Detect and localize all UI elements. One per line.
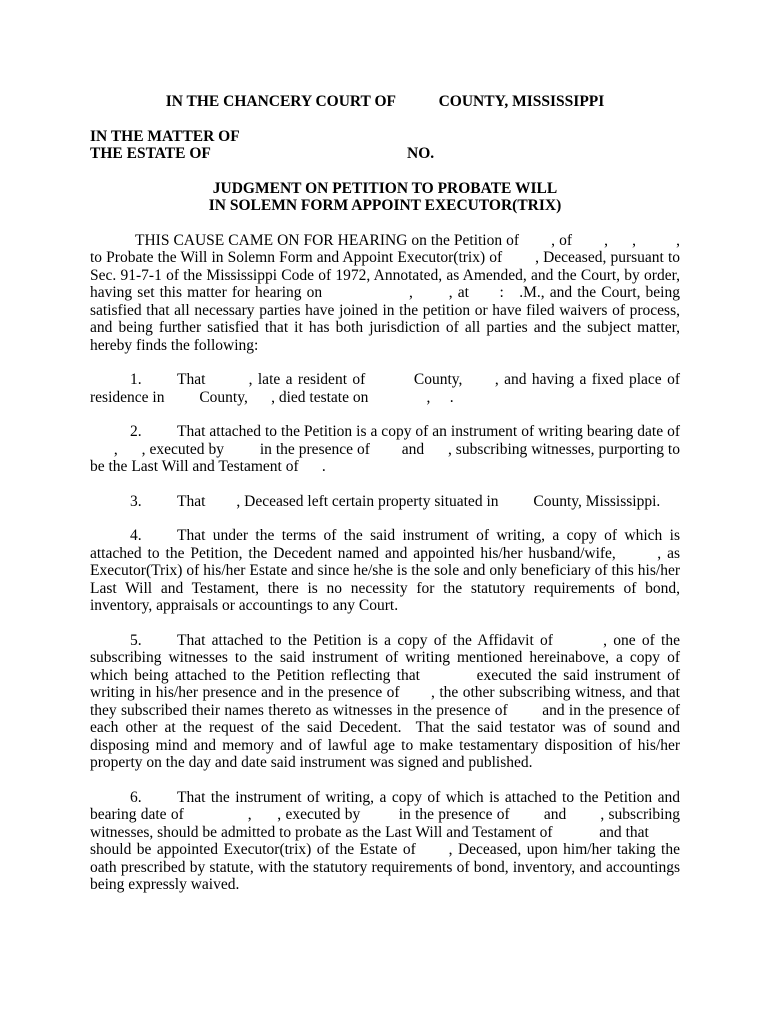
finding-number: 2. bbox=[130, 423, 142, 440]
finding-text: That attached to the Petition is a copy of the Affidavit of , one of the subscribing witnesses to the said instrument of writing mentioned hereinabove, a copy of which being attached to the Petition reflecting that executed the said instrument of writing in his/her presence and in the presence of , the other subscribing witness, and that they subscribed their names thereto as witnesses in the presence of and in the presence of each other at the request of the said Decedent. That the said testator was of sound and disposing mind and memory and of lawful age to make testamentary disposition of his/her property on the day and date said instrument was signed and published. bbox=[90, 631, 680, 771]
finding-number: 3. bbox=[130, 492, 142, 510]
finding-paragraph-5 bbox=[90, 632, 680, 772]
matter-block bbox=[90, 128, 680, 163]
finding-number: 1. bbox=[130, 371, 142, 388]
finding-number: 4. bbox=[130, 527, 142, 544]
finding-paragraph-3 bbox=[90, 493, 680, 511]
finding-text: That under the terms of the said instrument of writing, a copy of which is attached to the Petition, the Decedent named and appointed his/her husband/wife, , as Executor(Trix) of his/her Estate and since he/she is the sole and only beneficiary of this his/her Last Will and Testament, there is no necessity for the statutory requirements of bond, inventory, appraisals or accountings to any Court. bbox=[90, 527, 680, 614]
title-line-2: IN SOLEMN FORM APPOINT EXECUTOR(TRIX) bbox=[208, 197, 562, 214]
finding-number: 6. bbox=[130, 788, 142, 806]
finding-paragraph-4 bbox=[90, 527, 680, 615]
finding-paragraph-2 bbox=[90, 423, 680, 476]
case-number-label: NO. bbox=[407, 145, 435, 162]
estate-label: THE ESTATE OF bbox=[90, 145, 211, 162]
finding-text: That the instrument of writing, a copy of which is attached to the Petition and bearing date of , , executed by in the presence of and , subscribing witnesses, should be admitted to probate as the Last Will and Testament of and that should be appointed Executor(trix) of the Estate of , Deceased, upon him/her taking the oath prescribed by statute, with the statutory requirements of bond, inventory, and accountings being expressly waived. bbox=[90, 788, 680, 893]
document-title bbox=[90, 180, 680, 215]
finding-number: 5. bbox=[130, 631, 142, 649]
court-header: IN THE CHANCERY COURT OF COUNTY, MISSISSIPPI bbox=[165, 93, 605, 110]
finding-text: That attached to the Petition is a copy of an instrument of writing bearing date of , , executed by in the presence of and , subscribing witnesses, purporting to be the Last Will and Testament of . bbox=[90, 423, 680, 475]
finding-paragraph-6 bbox=[90, 789, 680, 894]
finding-paragraph-1 bbox=[90, 371, 680, 406]
finding-text: That , late a resident of County, , and having a fixed place of residence in County, , died testate on , . bbox=[90, 371, 680, 406]
title-line-1: JUDGMENT ON PETITION TO PROBATE WILL bbox=[212, 179, 558, 197]
estate-line bbox=[90, 145, 680, 163]
intro-paragraph: THIS CAUSE CAME ON FOR HEARING on the Petition of , of , , , to Probate the Will in Solemn Form and Appoint Executor(trix) of , Deceased, pursuant to Sec. 91-7-1 of the Mississippi Code of 1972, Annotated, as Amended, and the Court, by order, having set this matter for hearing on , , at : .M., and the Court, being satisfied that all necessary parties have joined in the petition or have filed waivers of process, and being further satisfied that it has both jurisdiction of all parties and the subject matter, hereby finds the following: bbox=[90, 231, 680, 354]
finding-text: That , Deceased left certain property situated in County, Mississippi. bbox=[177, 492, 661, 510]
matter-line: IN THE MATTER OF bbox=[90, 127, 240, 145]
